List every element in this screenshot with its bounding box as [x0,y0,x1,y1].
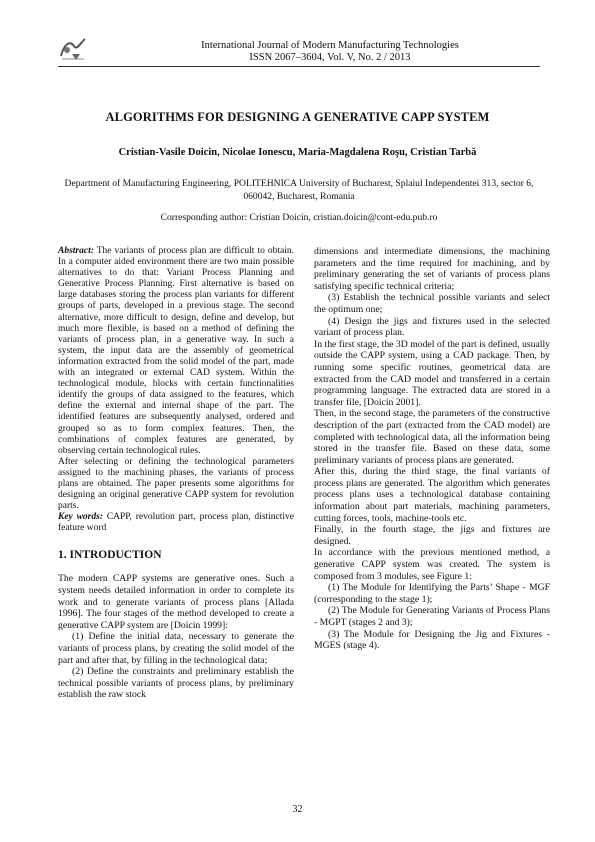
keywords: CAPP, revolution part, process plan, distinctive feature word [58,512,295,534]
right-column [314,246,550,652]
third-stage-paragraph: After this, during the third stage, the final variants of process plans are generated. The algorithm which generates process plans uses a technological database containing information about part materials, machining parameters, cutting forces, tools, machine-tools etc. [314,466,550,524]
right-paragraph-1: dimensions and intermediate dimensions, the machining parameters and the time required for machining, and by preliminary generating the set of variants of process plans satisfying specific technical criteria; [314,246,550,292]
intro-paragraph: The modern CAPP systems are generative ones. Such a system needs detailed information in order to complete its work and to generate variants of process plans [Allada 1996]. The four stages of the method developed to create a generative CAPP system are [Doicin 1999]: [58,573,294,631]
module-mges-item: (3) The Module for Designing the Jig and Fixtures - MGES (stage 4). [314,628,550,652]
paper-title: ALGORITHMS FOR DESIGNING A GENERATIVE CAPP SYSTEM [105,110,490,124]
stage-4-item: (4) Design the jigs and fixtures used in the selected variant of process plan. [314,315,550,339]
module-mgpt-item: (2) The Module for Generating Variants of Process Plans - MGPT (stages 2 and 3); [314,605,550,628]
system-paragraph: In accordance with the previous mentioned method, a generative CAPP system was created. The system is composed from 3 modules, see Figure 1: [314,547,550,582]
intro-stage-1: (1) Define the initial data, necessary to generate the variants of process plans, by creating the solid model of the part and after that, by filling in the technological data; [58,631,294,666]
intro-stage-2: (2) Define the constraints and preliminary establish the technical possible variants of process plans, by preliminary establish the raw stock [58,666,294,701]
affiliation: Department of Manufacturing Engineering, POLITEHNICA University of Bucharest, Splaiul Independentei 313, sector 6, 060042, Bucharest, Romania [64,178,534,202]
corresponding-author: Corresponding author: Cristian Doicin, cristian.doicin@cont-edu.pub.ro [160,212,438,223]
stage-3-item: (3) Establish the technical possible variants and select the optimum one; [314,292,550,315]
journal-logo [58,36,88,62]
section-heading-introduction: 1. INTRODUCTION [58,549,162,562]
first-stage-paragraph: In the first stage, the 3D model of the part is defined, usually outside the CAPP system, using a CAD package. Then, by running some specific routines, geometrical data are extracted from the CAD model and transferred in a certain programming language. The extracted data are stored in a transfer file, [Doicin 2001]. [314,338,550,408]
abstract [58,246,294,534]
abstract-text: The variants of process plan are difficult to obtain. In a computer aided environment there are two main possible alternatives to do that: Variant Process Planning and Generative Process Planning. First alternative is based on large databases storing the process plan variants for different groups of parts, developed in a previous stage. The second alternative, more difficult to design, define and develop, but much more flexible, is based on a method of defining the variants of process plan, in a generative way. In such a system, the input data are the assembly of geometrical information extracted from the solid model of the part, made with an integrated or external CAD system. Within the technological module, blocks with certain functionalities identify the groups of data assigned to the features, which define the external and internal shape of the part. The identified features are subsequently analysed, ordered and grouped so as to form complex features. Then, the combinations of complex features are generated, by observing certain technological rules. [58,246,294,456]
journal-issn: ISSN 2067–3604, Vol. V, No. 2 / 2013 [249,52,411,63]
keywords-label: Key words: [58,512,103,523]
header-rule [58,66,540,67]
page-number: 32 [292,804,303,815]
abstract-label: Abstract: [58,246,94,256]
paper-authors: Cristian-Vasile Doicin, Nicolae Ionescu, Maria-Magdalena Roşu, Cristian Tarbă [118,147,477,158]
module-mgf-item: (1) The Module for Identifying the Parts’ Shape - MGF (corresponding to the stage 1); [314,582,550,605]
second-stage-paragraph: Then, in the second stage, the parameters of the constructive description of the part (extracted from the CAD model) are completed with technological data, all the information being stored in the transfer file. Based on these data, some preliminary variants of process plans are generated. [314,408,550,466]
left-column [58,246,294,701]
journal-name: International Journal of Modern Manufacturing Technologies [201,40,459,51]
abstract-text-2: After selecting or defining the technological parameters assigned to the machining phases, the variants of process plans are obtained. The paper presents some algorithms for designing an original generative CAPP system for revolution parts. [58,456,294,512]
fourth-stage-paragraph: Finally, in the fourth stage, the jigs and fixtures are designed. [314,524,550,547]
